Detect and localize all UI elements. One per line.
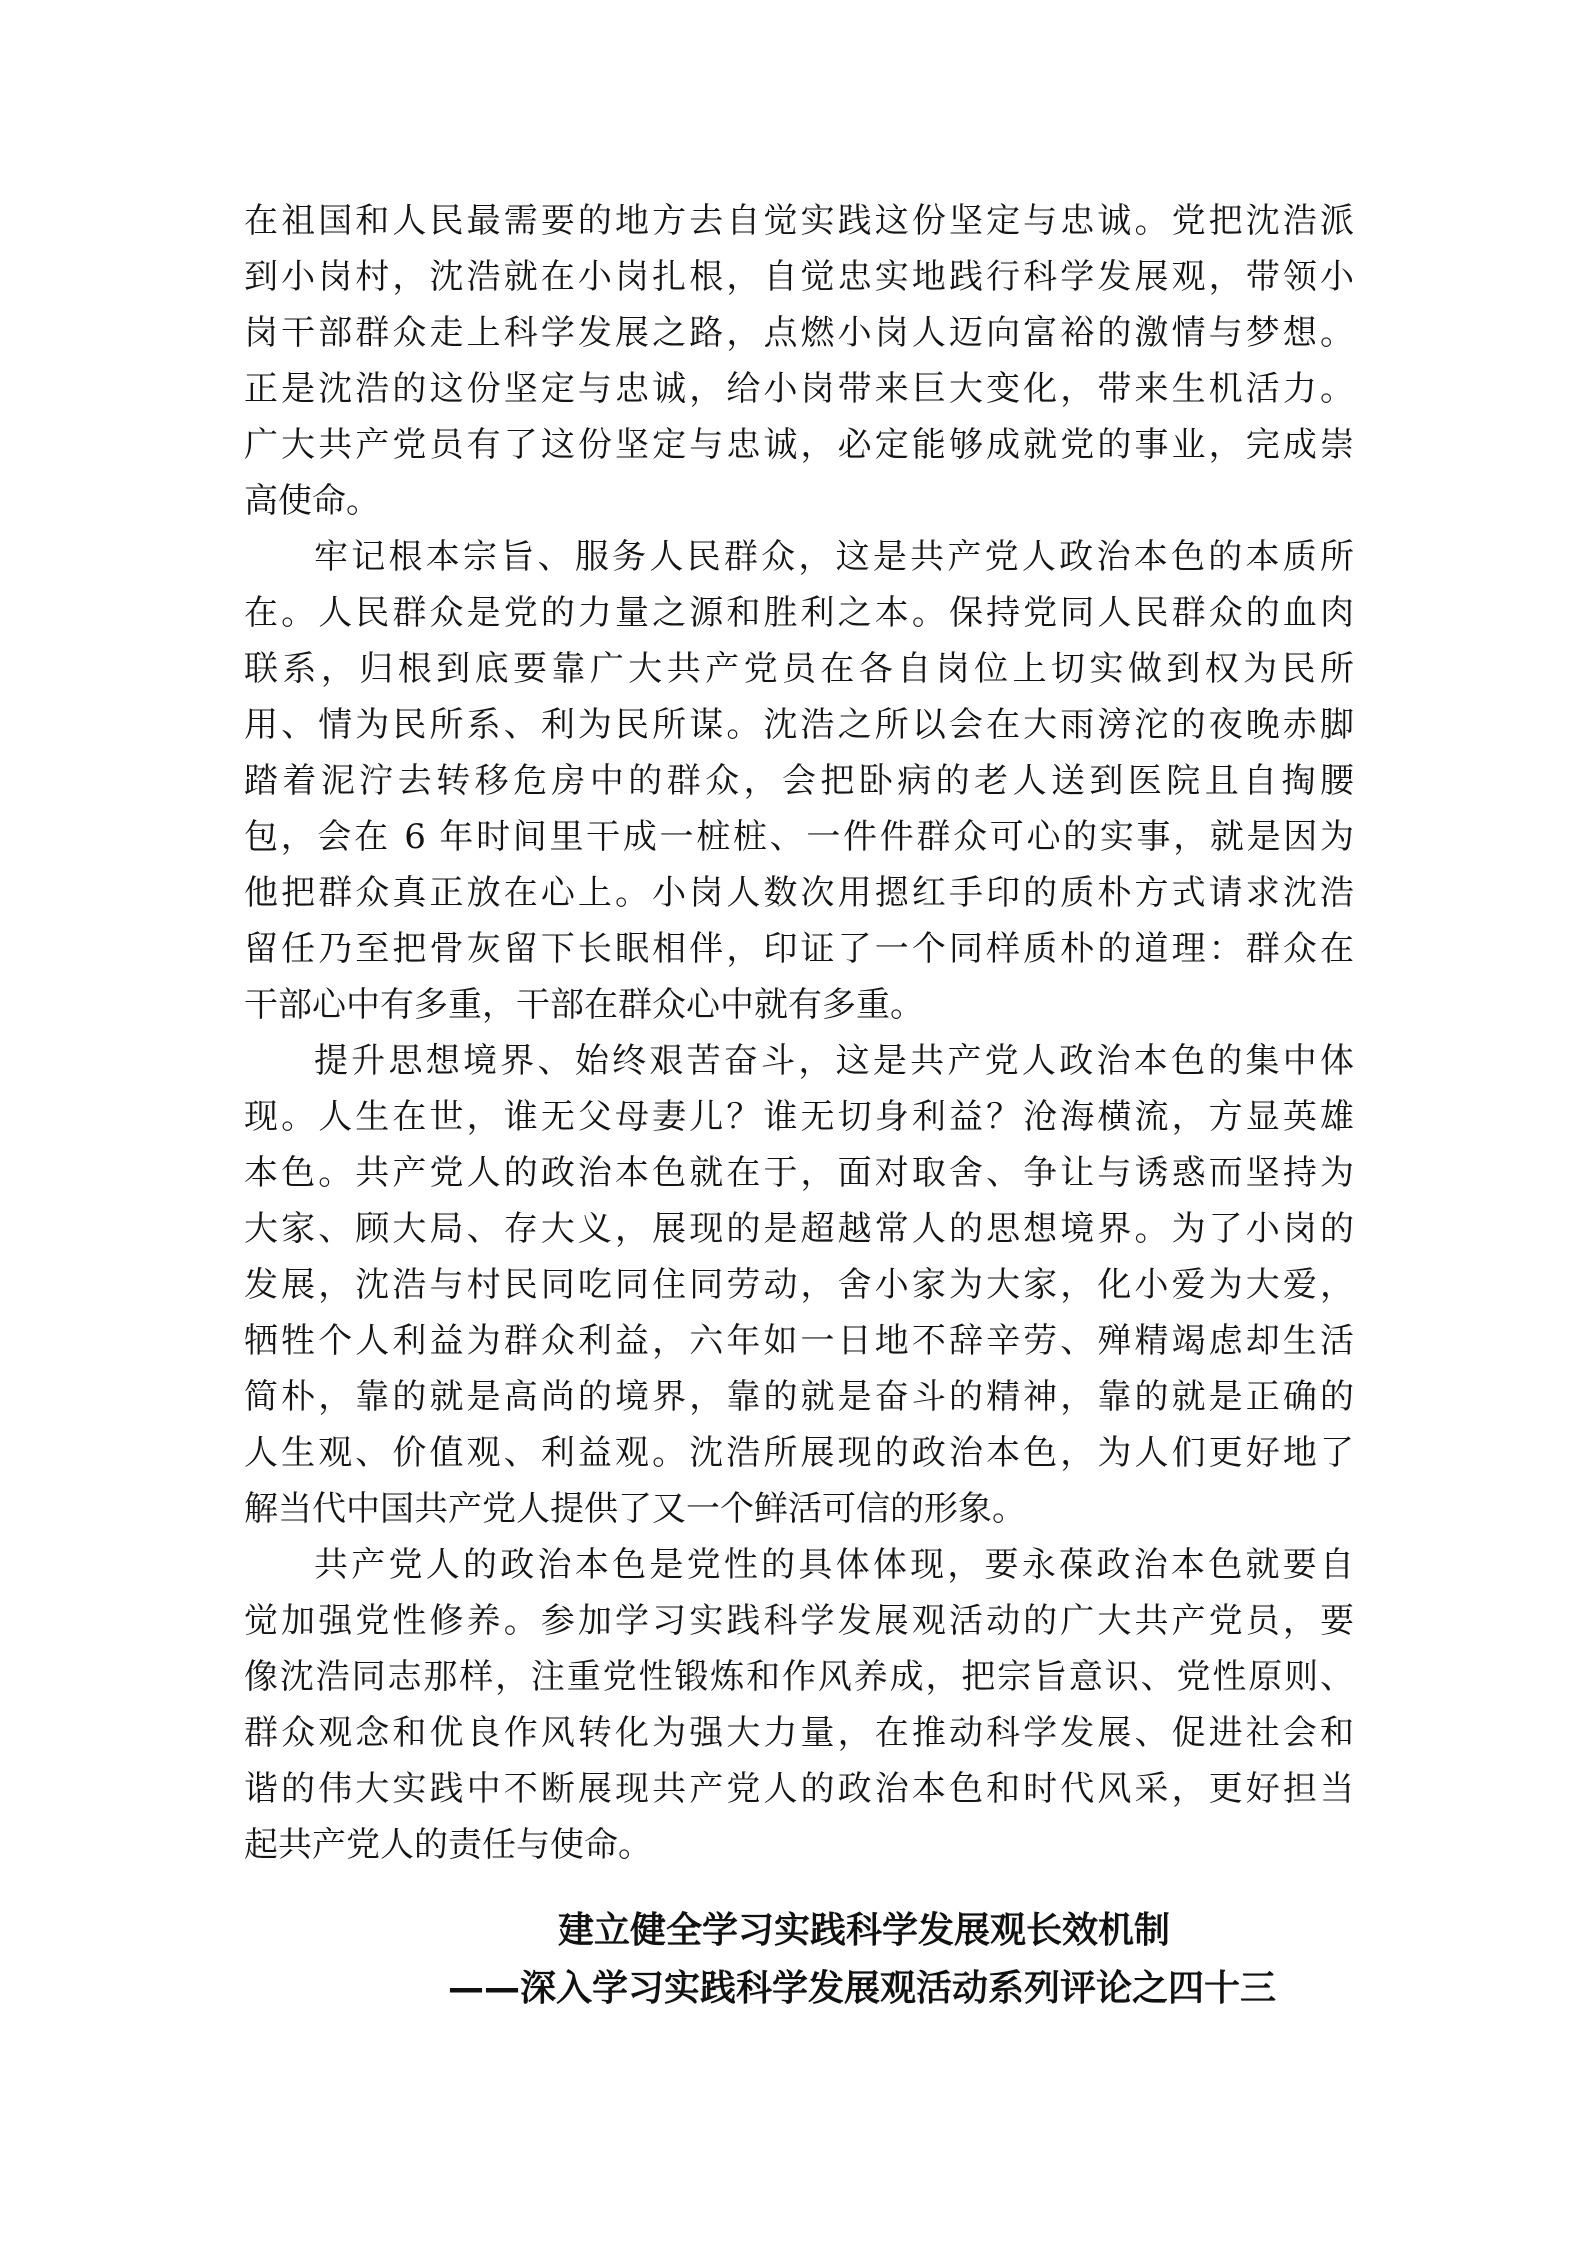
text-line: 干部心中有多重，干部在群众心中就有多重。	[244, 985, 924, 1025]
text-line: 高使命。	[244, 481, 380, 521]
article-subtitle: ——深入学习实践科学发展观活动系列评论之四十三	[448, 1968, 1277, 2009]
text-line: 觉加强党性修养。参加学习实践科学发展观活动的广大共产党员，要	[244, 1601, 1354, 1641]
text-line: 到小岗村，沈浩就在小岗扎根，自觉忠实地践行科学发展观，带领小	[244, 257, 1354, 297]
article-title: 建立健全学习实践科学发展观长效机制	[558, 1910, 1171, 1951]
text-line: 解当代中国共产党人提供了又一个鲜活可信的形象。	[244, 1489, 1026, 1529]
text-line: 共产党人的政治本色是党性的具体体现，要永葆政治本色就要自	[314, 1545, 1354, 1585]
paragraph-1	[244, 193, 1354, 529]
text-line: 在。人民群众是党的力量之源和胜利之本。保持党同人民群众的血肉	[244, 593, 1354, 633]
text-line: 在祖国和人民最需要的地方去自觉实践这份坚定与忠诚。党把沈浩派	[244, 201, 1354, 241]
text-line: 本色。共产党人的政治本色就在于，面对取舍、争让与诱惑而坚持为	[244, 1153, 1354, 1193]
text-line: 正是沈浩的这份坚定与忠诚，给小岗带来巨大变化，带来生机活力。	[244, 369, 1354, 409]
text-line: 包，会在 6 年时间里干成一桩桩、一件件群众可心的实事，就是因为	[244, 817, 1354, 857]
text-line: 人生观、价值观、利益观。沈浩所展现的政治本色，为人们更好地了	[244, 1433, 1354, 1473]
text-line: 联系，归根到底要靠广大共产党员在各自岗位上切实做到权为民所	[244, 649, 1354, 689]
paragraph-2	[244, 529, 1354, 1033]
text-line: 起共产党人的责任与使命。	[244, 1825, 652, 1865]
text-line: 踏着泥泞去转移危房中的群众，会把卧病的老人送到医院且自掏腰	[244, 761, 1354, 801]
text-line: 大家、顾大局、存大义，展现的是超越常人的思想境界。为了小岗的	[244, 1209, 1354, 1249]
paragraph-4	[244, 1537, 1354, 1873]
text-line: 用、情为民所系、利为民所谋。沈浩之所以会在大雨滂沱的夜晚赤脚	[244, 705, 1354, 745]
text-line: 简朴，靠的就是高尚的境界，靠的就是奋斗的精神，靠的就是正确的	[244, 1377, 1354, 1417]
article-body	[244, 193, 1354, 1873]
text-line: 像沈浩同志那样，注重党性锻炼和作风养成，把宗旨意识、党性原则、	[244, 1657, 1354, 1697]
text-line: 岗干部群众走上科学发展之路，点燃小岗人迈向富裕的激情与梦想。	[244, 313, 1354, 353]
paragraph-3	[244, 1033, 1354, 1537]
text-line: 广大共产党员有了这份坚定与忠诚，必定能够成就党的事业，完成崇	[244, 425, 1354, 465]
text-line: 发展，沈浩与村民同吃同住同劳动，舍小家为大家，化小爱为大爱，	[244, 1265, 1354, 1305]
text-line: 群众观念和优良作风转化为强大力量，在推动科学发展、促进社会和	[244, 1713, 1354, 1753]
text-line: 他把群众真正放在心上。小岗人数次用摁红手印的质朴方式请求沈浩	[244, 873, 1354, 913]
text-line: 提升思想境界、始终艰苦奋斗，这是共产党人政治本色的集中体	[314, 1041, 1354, 1081]
text-line: 牺牲个人利益为群众利益，六年如一日地不辞辛劳、殚精竭虑却生活	[244, 1321, 1354, 1361]
text-line: 谐的伟大实践中不断展现共产党人的政治本色和时代风采，更好担当	[244, 1769, 1354, 1809]
text-line: 留任乃至把骨灰留下长眠相伴，印证了一个同样质朴的道理：群众在	[244, 929, 1354, 969]
text-line: 现。人生在世，谁无父母妻儿？谁无切身利益？沧海横流，方显英雄	[244, 1097, 1354, 1137]
text-line: 牢记根本宗旨、服务人民群众，这是共产党人政治本色的本质所	[314, 537, 1354, 577]
